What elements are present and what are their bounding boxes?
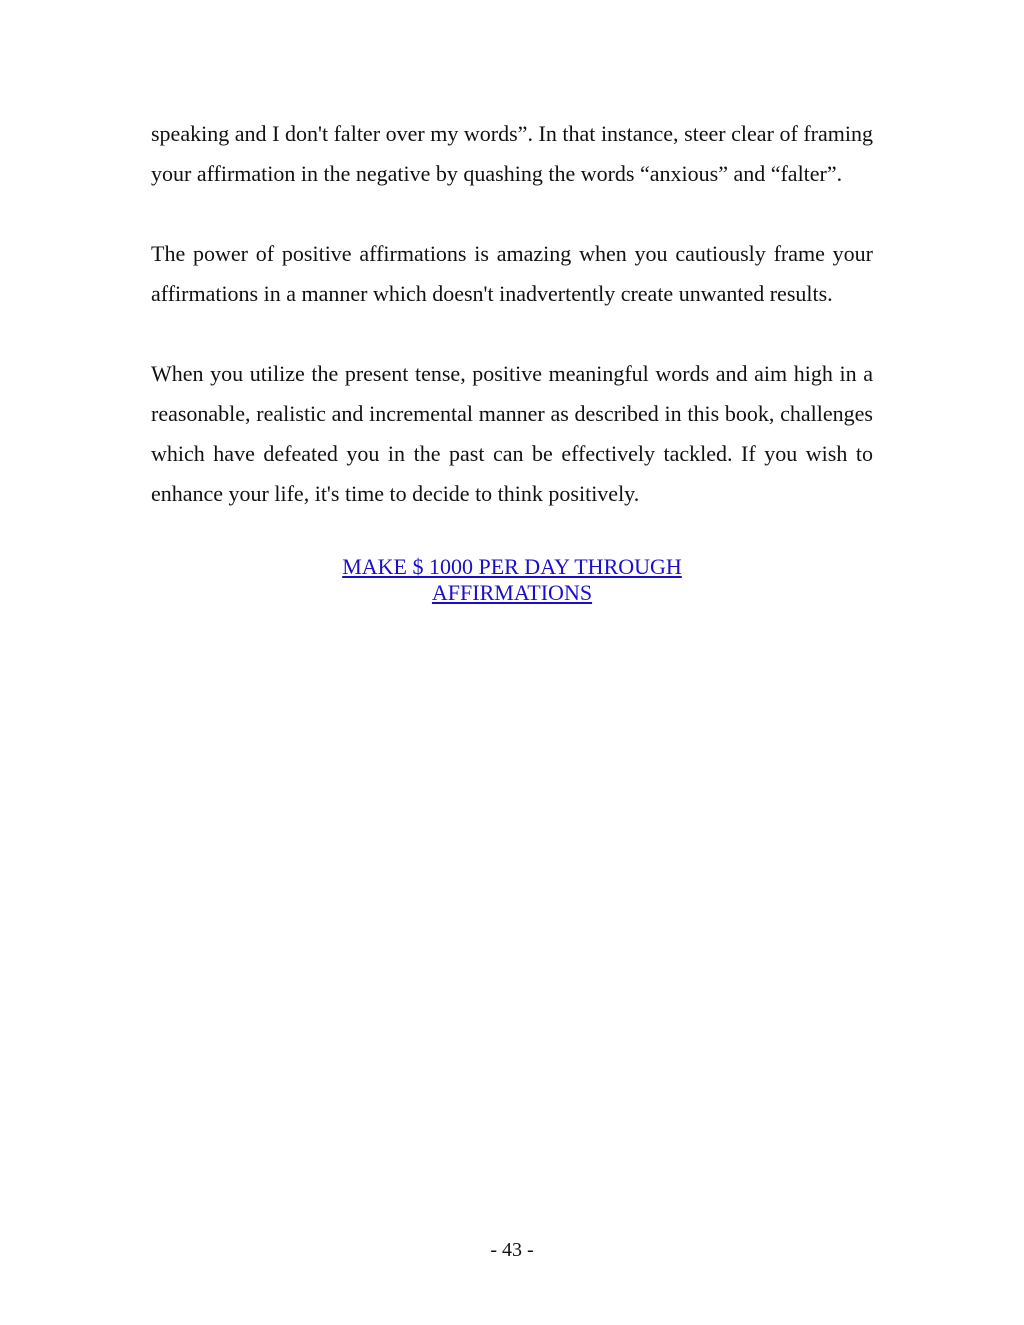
affirmations-link-block [151, 554, 873, 606]
paragraph-3: When you utilize the present tense, positive meaningful words and aim high in a reasonable, realistic and incremental manner as described in this book, challenges which have defeated you in the past can be effectively tackled. If you wish to enhance your life, it's time to decide to think positively. [151, 361, 873, 506]
page-body [151, 114, 873, 606]
page-number: - 43 - [490, 1239, 534, 1261]
affirmations-link[interactable] [342, 554, 682, 605]
link-line-2[interactable]: AFFIRMATIONS [431, 580, 593, 605]
paragraph-2: The power of positive affirmations is amazing when you cautiously frame your affirmations in a manner which doesn't inadvertently create unwanted results. [151, 241, 873, 306]
link-line-1[interactable]: MAKE $ 1000 PER DAY THROUGH [342, 554, 682, 579]
paragraph-1: speaking and I don't falter over my words”. In that instance, steer clear of framing your affirmation in the negative by quashing the words “anxious” and “falter”. [151, 121, 873, 186]
